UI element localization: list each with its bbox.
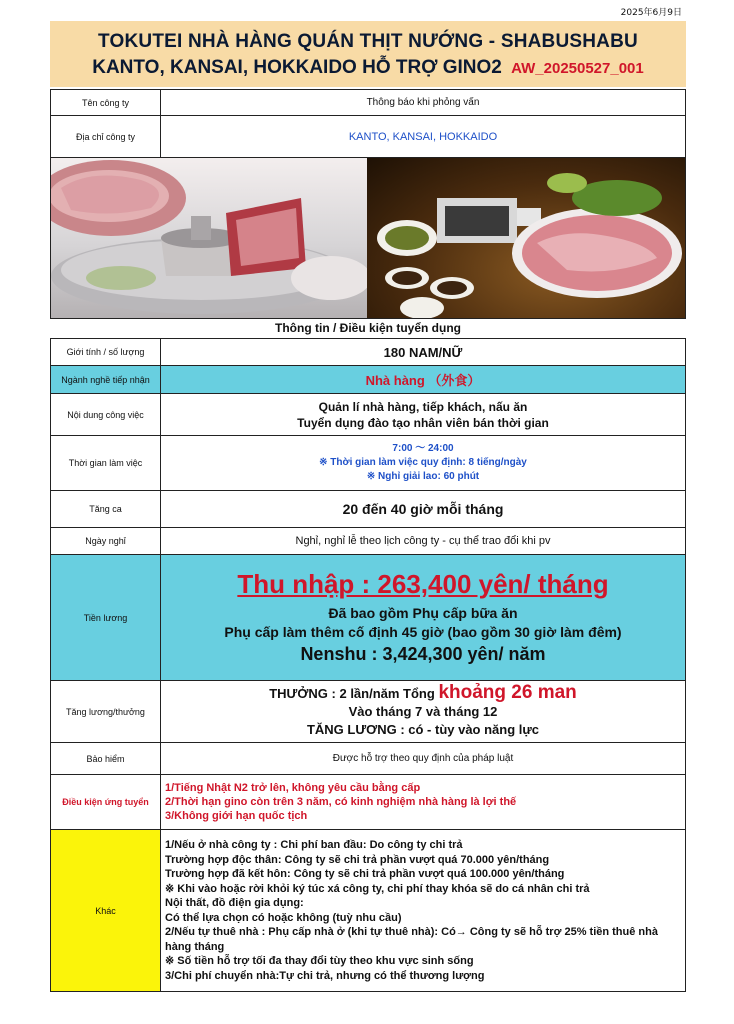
other-label: Khác: [51, 830, 161, 992]
other-item: Nội thất, đồ điện gia dụng:: [165, 897, 304, 909]
document-date: 2025年6月9日: [620, 8, 682, 18]
bonus-line-1: [161, 684, 685, 703]
job-code: AW_20250527_001: [511, 60, 644, 77]
title-line-1: TOKUTEI NHÀ HÀNG QUÁN THỊT NƯỚNG - SHABUSHABU: [98, 31, 638, 52]
other-item: Trường hợp đã kết hôn: Công ty sẽ chi trả phần vượt quá 100.000 yên/tháng: [165, 868, 565, 880]
industry-value: Nhà hàng （外食）: [161, 366, 686, 394]
condition-item: 1/Tiếng Nhật N2 trở lên, không yêu cầu bằng cấp: [165, 782, 421, 794]
title-line-2-text: KANTO, KANSAI, HOKKAIDO HỖ TRỢ GINO2: [92, 57, 502, 78]
salary-nenshu: Nenshu : 3,424,300 yên/ năm: [300, 644, 546, 664]
insurance-label: Bảo hiểm: [51, 743, 161, 775]
other-item: 1/Nếu ở nhà công ty : Chi phí ban đầu: Do công ty chi trả: [165, 839, 463, 851]
bonus-line-3: TĂNG LƯƠNG : có - tùy vào năng lực: [306, 722, 540, 737]
salary-line-1: Đã bao gồm Phụ cấp bữa ăn: [328, 605, 518, 621]
other-item: 2/Nếu tự thuê nhà : Phụ cấp nhà ở (khi tự thuê nhà): Có→ Công ty sẽ hỗ trợ 25% tiền thuê nhà hàng tháng: [165, 926, 658, 953]
conditions-label: Điều kiện ứng tuyển: [51, 775, 161, 830]
company-address-label: Địa chỉ công ty: [51, 116, 161, 158]
holiday-value: Nghỉ, nghỉ lễ theo lịch công ty - cụ thể trao đổi khi pv: [161, 528, 686, 555]
bonus-line-2: Vào tháng 7 và tháng 12: [348, 704, 498, 719]
company-table: [50, 89, 686, 158]
other-value: [161, 830, 686, 992]
company-address-value: KANTO, KANSAI, HOKKAIDO: [161, 116, 686, 158]
bonus-amount: khoảng 26 man: [438, 682, 577, 703]
title-line-2: [50, 57, 686, 79]
company-name-label: Tên công ty: [51, 90, 161, 116]
other-item: ※ Số tiền hỗ trợ tối đa thay đổi tùy theo khu vực sinh sống: [165, 955, 474, 967]
salary-value: [161, 555, 686, 681]
industry-label: Ngành nghề tiếp nhận: [51, 366, 161, 394]
holiday-label: Ngày nghỉ: [51, 528, 161, 555]
job-line-2: Tuyển dụng đào tạo nhân viên bán thời gian: [297, 415, 549, 430]
hours-label: Thời gian làm việc: [51, 436, 161, 491]
insurance-value: Được hỗ trợ theo quy định của pháp luật: [161, 743, 686, 775]
other-item: Trường hợp độc thân: Công ty sẽ chi trả phần vượt quá 70.000 yên/tháng: [165, 853, 550, 866]
hours-line-1: 7:00 ～ 24:00: [392, 443, 454, 454]
salary-line-2: Phụ cấp làm thêm cố định 45 giờ (bao gồm 30 giờ làm đêm): [224, 624, 622, 640]
other-item: Có thể lựa chọn có hoặc không (tuỳ nhu cầu): [165, 911, 402, 924]
shabu-pot-photo: [51, 158, 367, 318]
job-value: [161, 394, 686, 436]
other-item: ※ Khi vào hoặc rời khỏi ký túc xá công ty, chi phí thay khóa sẽ do cá nhân chi trả: [165, 882, 590, 895]
job-line-1: Quản lí nhà hàng, tiếp khách, nấu ăn: [318, 399, 528, 414]
table-setting-photo: [367, 158, 685, 318]
hours-line-3: ※ Nghỉ giải lao: 60 phút: [366, 471, 480, 482]
other-item: 3/Chi phí chuyển nhà:Tự chi trả, nhưng có thể thương lượng: [165, 969, 485, 982]
gender-label: Giới tính / số lượng: [51, 339, 161, 366]
overtime-label: Tăng ca: [51, 491, 161, 528]
gender-value: 180 NAM/NỮ: [161, 339, 686, 366]
bonus-label: Tăng lương/thưởng: [51, 681, 161, 743]
food-photos: [50, 157, 686, 319]
hours-line-2: ※ Thời gian làm việc quy định: 8 tiếng/ngày: [319, 457, 527, 468]
salary-label: Tiền lương: [51, 555, 161, 681]
bonus-prefix: THƯỞNG : 2 lần/năm Tổng: [269, 686, 435, 701]
condition-item: 3/Không giới hạn quốc tịch: [165, 810, 308, 822]
hours-value: [161, 436, 686, 491]
company-name-value: Thông báo khi phỏng vấn: [161, 90, 686, 116]
job-label: Nội dung công việc: [51, 394, 161, 436]
section-title: Thông tin / Điều kiện tuyển dụng: [275, 321, 461, 335]
overtime-value: 20 đến 40 giờ mỗi tháng: [161, 491, 686, 528]
conditions-value: [161, 775, 686, 830]
conditions-table: [50, 338, 686, 992]
title-banner: [50, 21, 686, 87]
salary-income: Thu nhập : 263,400 yên/ tháng: [237, 569, 609, 599]
bonus-value: [161, 681, 686, 743]
condition-item: 2/Thời hạn gino còn trên 3 năm, có kinh nghiệm nhà hàng là lợi thế: [165, 796, 517, 808]
